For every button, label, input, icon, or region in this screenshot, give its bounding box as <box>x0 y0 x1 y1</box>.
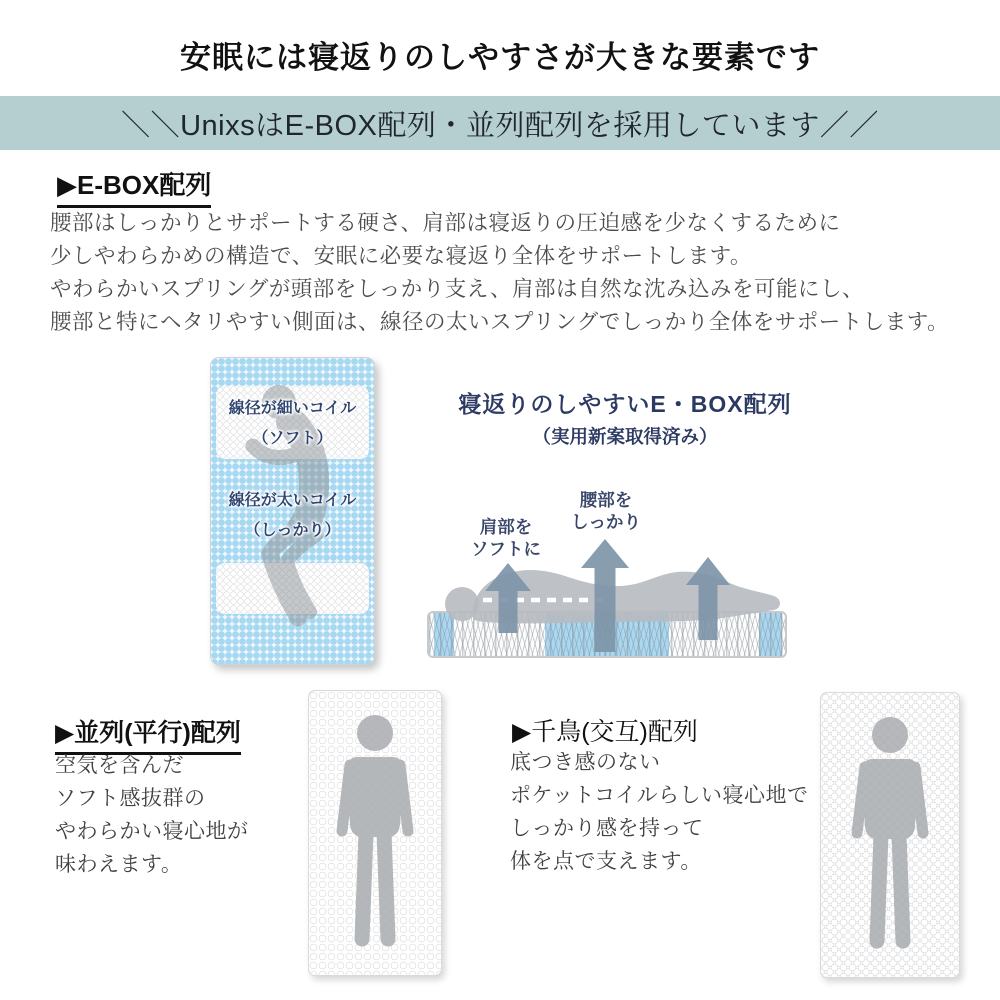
shoulder-label-line1: 肩部を <box>479 517 533 537</box>
triangle-bullet-icon: ▶ <box>55 719 75 747</box>
soft-coil-label-line2: （ソフト） <box>252 430 333 447</box>
triangle-bullet-icon: ▶ <box>512 718 532 746</box>
section-heading-chidori-label: 千鳥(交互)配列 <box>531 718 698 746</box>
ebox-description <box>50 207 949 339</box>
sideview-title: 寝返りのしやすいE・BOX配列 <box>458 391 792 417</box>
sideview-illustration <box>425 530 790 660</box>
page-title: 安眠には寝返りのしやすさが大きな要素です <box>180 40 820 75</box>
section-heading-parallel-label: 並列(平行)配列 <box>74 719 241 747</box>
waist-label <box>558 489 654 533</box>
chidori-description-line: 体を点で支えます。 <box>510 850 702 873</box>
parallel-description-line: 空気を含んだ <box>55 754 184 777</box>
chidori-description <box>510 746 808 878</box>
sideview-subtitle: （実用新案取得済み） <box>532 426 718 447</box>
chidori-description-line: しっかり感を持って <box>510 817 704 840</box>
parallel-description-line: やわらかい寝心地が <box>55 820 249 843</box>
chidori-description-line: 底つき感のない <box>510 751 661 774</box>
standing-person-silhouette <box>323 713 427 957</box>
ebox-description-line: 腰部はしっかりとサポートする硬さ、肩部は寝返りの圧迫感を少なくするために <box>50 211 841 235</box>
waist-label-line1: 腰部を <box>579 490 633 510</box>
triangle-bullet-icon: ▶ <box>57 170 77 200</box>
ebox-description-line: 少しやわらかめの構造で、安眠に必要な寝返り全体をサポートします。 <box>50 244 752 268</box>
chidori-description-line: ポケットコイルらしい寝心地で <box>510 784 809 807</box>
ebox-description-line: やわらかいスプリングが頭部をしっかり支え、肩部は自然な沈み込みを可能にし、 <box>50 277 865 301</box>
waist-label-line2: しっかり <box>571 512 641 532</box>
ebox-mattress-top-view <box>210 357 375 665</box>
parallel-description-line: ソフト感抜群の <box>55 787 206 810</box>
shoulder-label-line2: ソフトに <box>471 539 541 559</box>
soft-coil-label <box>211 394 374 454</box>
section-heading-ebox <box>57 165 211 208</box>
parallel-description-line: 味わえます。 <box>55 853 183 876</box>
parallel-description <box>55 749 249 881</box>
firm-coil-label <box>211 486 374 546</box>
banner <box>0 96 1000 150</box>
banner-text: ＼＼UnixsはE-BOX配列・並列配列を採用しています／／ <box>121 109 879 142</box>
standing-person-silhouette <box>838 715 942 959</box>
firm-coil-label-line2: （しっかり） <box>244 522 341 539</box>
chidori-mattress-top-view <box>820 692 960 978</box>
section-heading-ebox-label: E-BOX配列 <box>77 170 212 200</box>
ebox-description-line: 腰部と特にヘタリやすい側面は、線径の太いスプリングでしっかり全体をサポートします。 <box>50 310 949 334</box>
parallel-mattress-top-view <box>308 690 442 976</box>
soft-coil-label-line1: 線径が細いコイル <box>228 400 357 417</box>
firm-coil-label-line1: 線径が太いコイル <box>228 492 357 509</box>
